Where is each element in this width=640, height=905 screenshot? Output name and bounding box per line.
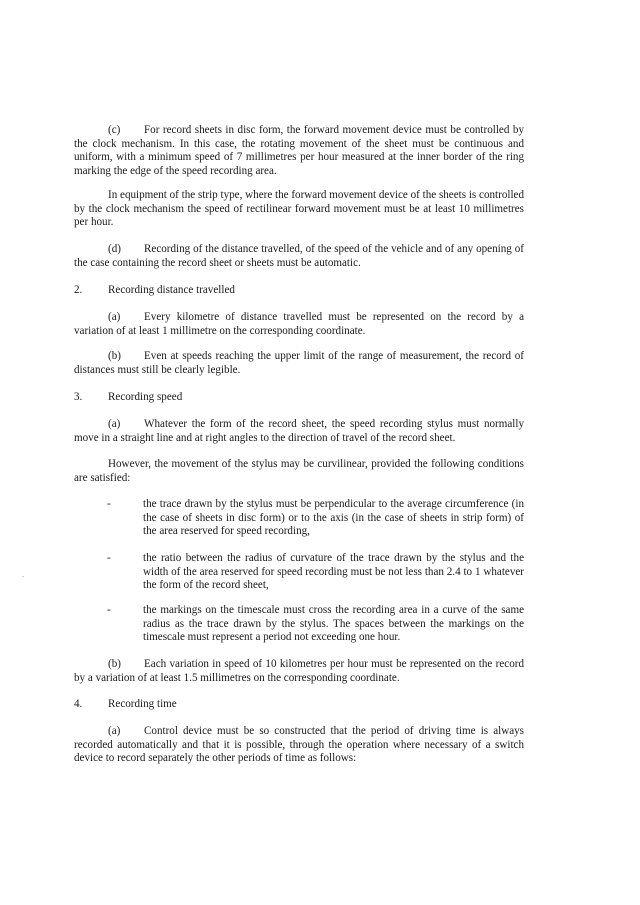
paragraph-text: Control device must be so constructed that the period of driving time is always recorded automatically and that it is possible, through the operation where necessary of a switch device to record separately the other periods of time as follows: xyxy=(74,725,524,765)
paragraph-label: (a) xyxy=(108,418,121,430)
section-number: 2. xyxy=(74,284,83,296)
paragraph-text: Every kilometre of distance travelled must be represented on the record by a variation of at least 1 millimetre on the corresponding coordinate. xyxy=(74,311,524,337)
paragraph-2b xyxy=(74,350,524,377)
bullet-text: the ratio between the radius of curvature of the trace drawn by the stylus and the width of the area reserved for speed recording must be not less than 2.4 to 1 whatever the form of the record sheet, xyxy=(143,552,524,592)
bullet-dash: - xyxy=(107,552,111,564)
paragraph-3b xyxy=(74,658,524,685)
bullet-dash: - xyxy=(107,498,111,510)
section-heading-3 xyxy=(74,391,524,405)
section-title: Recording distance travelled xyxy=(108,284,235,296)
paragraph-text: Whatever the form of the record sheet, the speed recording stylus must normally move in a straight line and at right angles to the direction of travel of the record sheet. xyxy=(74,418,524,444)
paragraph-label: (d) xyxy=(108,243,121,255)
paragraph-4a xyxy=(74,725,524,766)
paragraph-text: In equipment of the strip type, where the forward movement device of the sheets is controlled by the clock mechanism the speed of rectilinear forward movement must be at least 10 millimetres per hour. xyxy=(74,189,524,229)
paragraph-text: Each variation in speed of 10 kilometres per hour must be represented on the record by a variation of at least 1.5 millimetres on the corresponding coordinate. xyxy=(74,658,524,684)
paragraph-text: Recording of the distance travelled, of the speed of the vehicle and of any opening of the case containing the record sheet or sheets must be automatic. xyxy=(74,243,524,269)
section-title: Recording time xyxy=(108,698,177,710)
section-heading-2 xyxy=(74,284,524,298)
paragraph-d xyxy=(74,243,524,270)
section-heading-4 xyxy=(74,698,524,712)
bullet-dash: - xyxy=(107,604,111,616)
paragraph-label: (b) xyxy=(108,658,121,670)
scan-margin-mark xyxy=(22,576,24,577)
paragraph-text: Even at speeds reaching the upper limit of the range of measurement, the record of distances must still be clearly legible. xyxy=(74,350,524,376)
paragraph-label: (c) xyxy=(108,124,121,136)
section-title: Recording speed xyxy=(108,391,183,403)
paragraph-2a xyxy=(74,311,524,338)
paragraph-3a xyxy=(74,418,524,445)
paragraph-c xyxy=(74,124,524,178)
paragraph-strip-type xyxy=(74,189,524,230)
paragraph-label: (a) xyxy=(108,311,121,323)
paragraph-text: For record sheets in disc form, the forward movement device must be controlled by the clock mechanism. In this case, the rotating movement of the sheet must be continuous and uniform, with a minimum speed of 7 millimetres per hour measured at the inner border of the ring marking the edge of the speed recording area. xyxy=(74,124,524,177)
paragraph-however xyxy=(74,458,524,485)
bullet-text: the trace drawn by the stylus must be perpendicular to the average circumference (in the case of sheets in disc form) or to the axis (in the case of sheets in strip form) of the area reserved for speed recording, xyxy=(143,498,524,538)
paragraph-label: (b) xyxy=(108,350,121,362)
section-number: 3. xyxy=(74,391,83,403)
paragraph-text: However, the movement of the stylus may be curvilinear, provided the following conditions are satisfied: xyxy=(74,458,524,484)
section-number: 4. xyxy=(74,698,83,710)
paragraph-label: (a) xyxy=(108,725,121,737)
bullet-text: the markings on the timescale must cross the recording area in a curve of the same radius as the trace drawn by the stylus. The spaces between the markings on the timescale must represent a period not exceeding one hour. xyxy=(143,604,524,644)
